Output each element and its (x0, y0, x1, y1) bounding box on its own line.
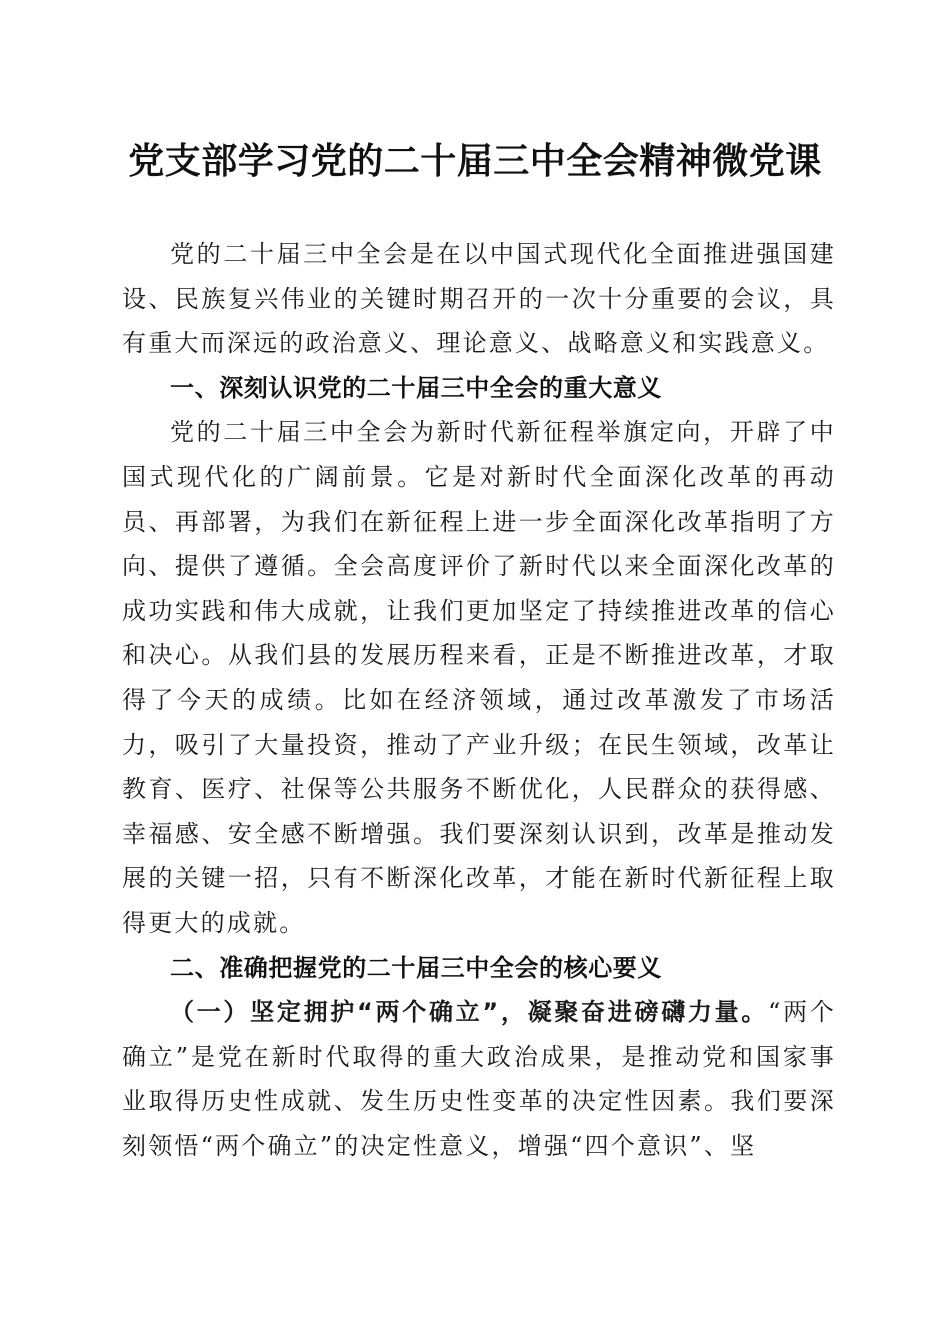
subsection-1-text: “两个确立”是党在新时代取得的重大政治成果，是推动党和国家事业取得历史性成就、发生历史性变革的决定性因素。我们要深刻领悟“两个确立”的决定性意义，增强“四个意识”、坚 (122, 998, 836, 1160)
section-2-heading: 二、准确把握党的二十届三中全会的核心要义 (170, 953, 662, 982)
document-body (122, 232, 836, 1168)
section-1-heading: 一、深刻认识党的二十届三中全会的重大意义 (170, 373, 662, 402)
intro-paragraph: 党的二十届三中全会是在以中国式现代化全面推进强国建设、民族复兴伟业的关键时期召开的一次十分重要的会议，具有重大而深远的政治意义、理论意义、战略意义和实践意义。 (122, 240, 836, 358)
document-title: 党支部学习党的二十届三中全会精神微党课 (128, 140, 822, 182)
section-2-subsection-1-paragraph (122, 990, 836, 1168)
section-1-paragraph: 党的二十届三中全会为新时代新征程举旗定向，开辟了中国式现代化的广阔前景。它是对新时代全面深化改革的再动员、再部署，为我们在新征程上进一步全面深化改革指明了方向、提供了遵循。全会高度评价了新时代以来全面深化改革的成功实践和伟大成就，让我们更加坚定了持续推进改革的信心和决心。从我们县的发展历程来看，正是不断推进改革，才取得了今天的成绩。比如在经济领域，通过改革激发了市场活力，吸引了大量投资，推动了产业升级；在民生领域，改革让教育、医疗、社保等公共服务不断优化，人民群众的获得感、幸福感、安全感不断增强。我们要深刻认识到，改革是推动发展的关键一招，只有不断深化改革，才能在新时代新征程上取得更大的成就。 (122, 418, 836, 937)
subsection-1-lead: （一）坚定拥护“两个确立”，凝聚奋进磅礴力量。 (170, 998, 769, 1027)
